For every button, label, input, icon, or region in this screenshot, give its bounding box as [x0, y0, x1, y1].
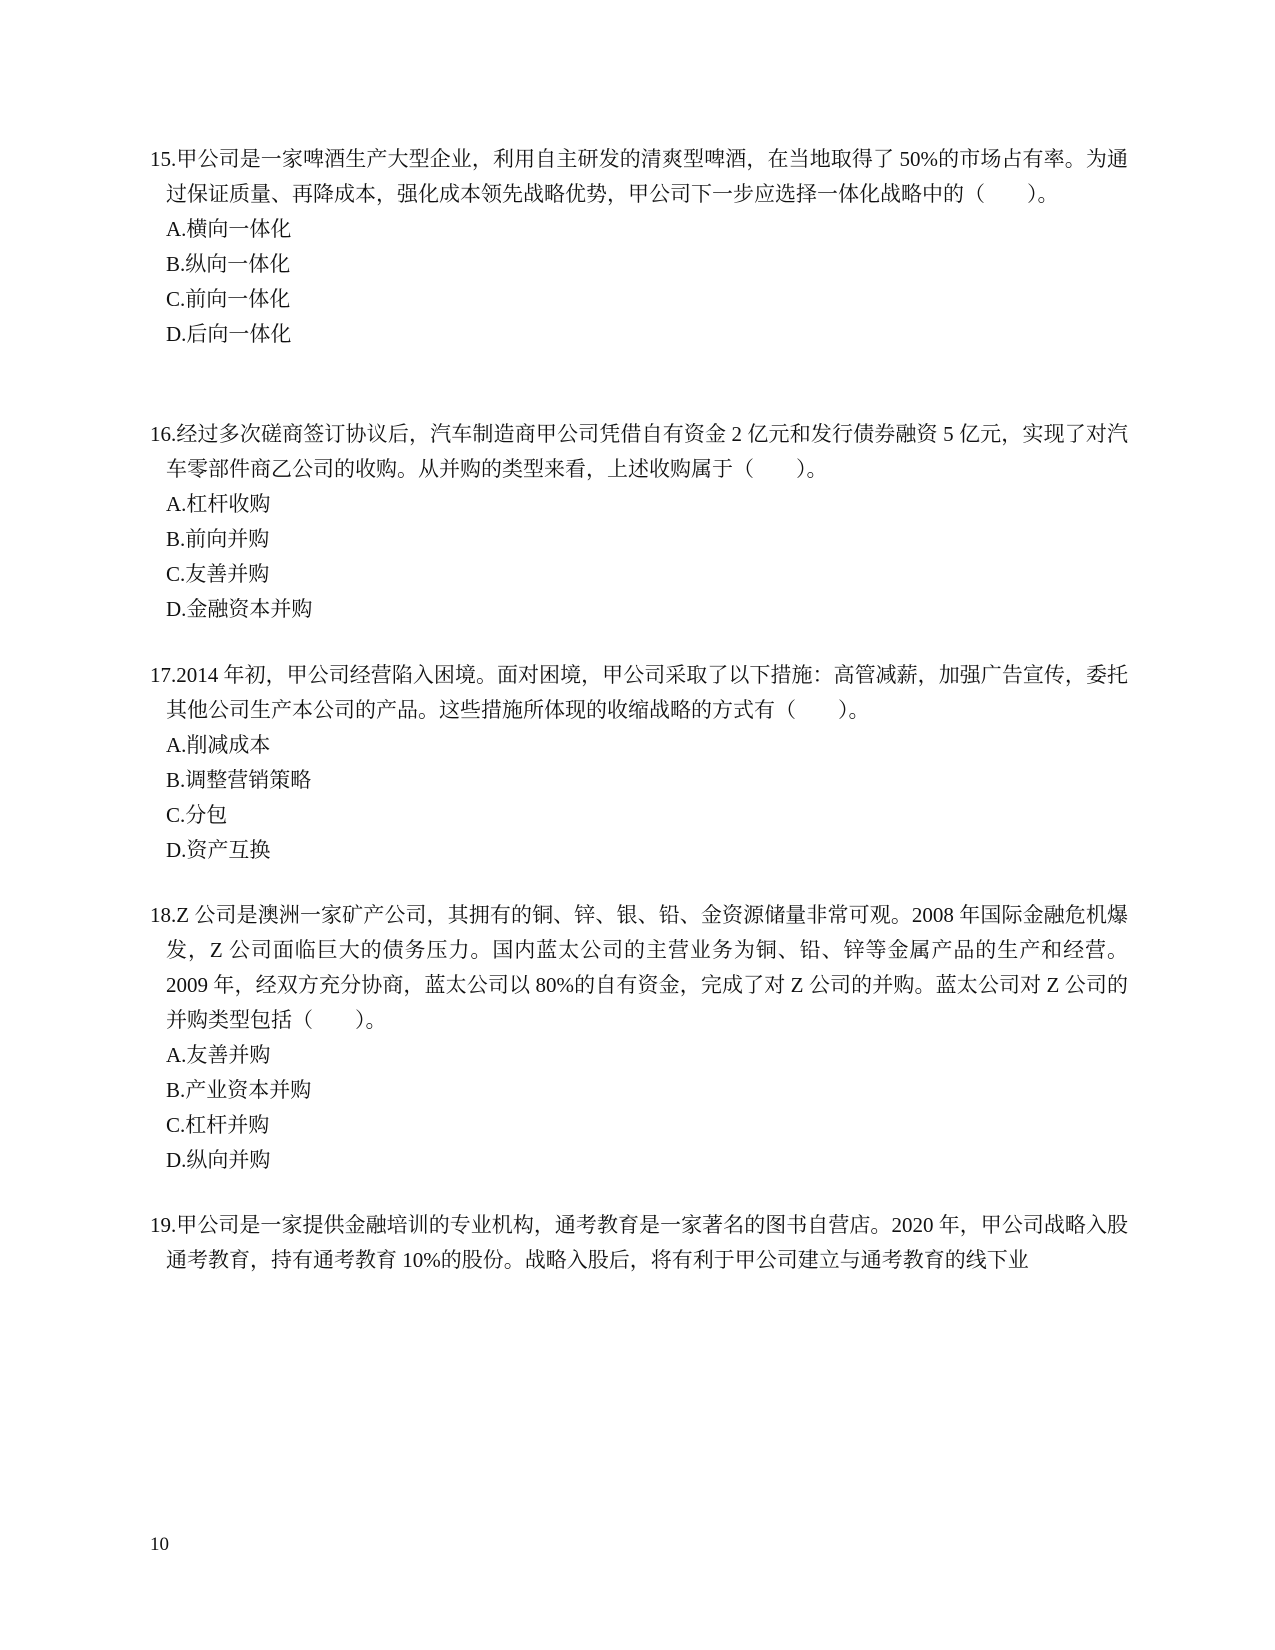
option-list — [150, 1038, 1128, 1178]
option-b: B.纵向一体化 — [166, 252, 291, 276]
option-a: A.削减成本 — [166, 733, 271, 757]
option-c: C.友善并购 — [166, 562, 270, 586]
option-a: A.友善并购 — [166, 1043, 271, 1067]
question-stem: 17.2014 年初，甲公司经营陷入困境。面对困境，甲公司采取了以下措施：高管减薪，加强广告宣传，委托其他公司生产本公司的产品。这些措施所体现的收缩战略的方式有（ ）。 — [150, 663, 1128, 722]
option-a: A.杠杆收购 — [166, 492, 271, 516]
question-15 — [150, 142, 1128, 352]
question-stem: 18.Z 公司是澳洲一家矿产公司，其拥有的铜、锌、银、铅、金资源储量非常可观。2008 年国际金融危机爆发，Z 公司面临巨大的债务压力。国内蓝太公司的主营业务为铜、铅、锌等金属产品的生产和经营。2009 年，经双方充分协商，蓝太公司以 80%的自有资金，完成了对 Z 公司的并购。蓝太公司对 Z 公司的并购类型包括（ ）。 — [150, 903, 1128, 1032]
question-stem: 16.经过多次磋商签订协议后，汽车制造商甲公司凭借自有资金 2 亿元和发行债券融资 5 亿元，实现了对汽车零部件商乙公司的收购。从并购的类型来看，上述收购属于（ ）。 — [150, 422, 1128, 481]
option-b: B.调整营销策略 — [166, 768, 312, 792]
option-d: D.金融资本并购 — [166, 597, 313, 621]
option-b: B.前向并购 — [166, 527, 270, 551]
question-19 — [150, 1208, 1128, 1278]
option-c: C.前向一体化 — [166, 287, 291, 311]
option-d: D.资产互换 — [166, 838, 271, 862]
option-list — [150, 728, 1128, 868]
option-list — [150, 487, 1128, 627]
option-d: D.后向一体化 — [166, 322, 292, 346]
option-a: A.横向一体化 — [166, 217, 292, 241]
option-list — [150, 212, 1128, 352]
question-18 — [150, 898, 1128, 1178]
option-b: B.产业资本并购 — [166, 1078, 312, 1102]
question-16 — [150, 417, 1128, 627]
option-c: C.杠杆并购 — [166, 1113, 270, 1137]
question-17 — [150, 658, 1128, 868]
option-c: C.分包 — [166, 803, 228, 827]
question-stem: 19.甲公司是一家提供金融培训的专业机构，通考教育是一家著名的图书自营店。2020 年，甲公司战略入股通考教育，持有通考教育 10%的股份。战略入股后，将有利于甲公司建立与通考教育的线下业 — [150, 1213, 1128, 1272]
option-d: D.纵向并购 — [166, 1148, 271, 1172]
page-number: 10 — [150, 1534, 169, 1555]
question-stem: 15.甲公司是一家啤酒生产大型企业，利用自主研发的清爽型啤酒，在当地取得了 50%的市场占有率。为通过保证质量、再降成本，强化成本领先战略优势，甲公司下一步应选择一体化战略中的（ ）。 — [150, 147, 1128, 206]
